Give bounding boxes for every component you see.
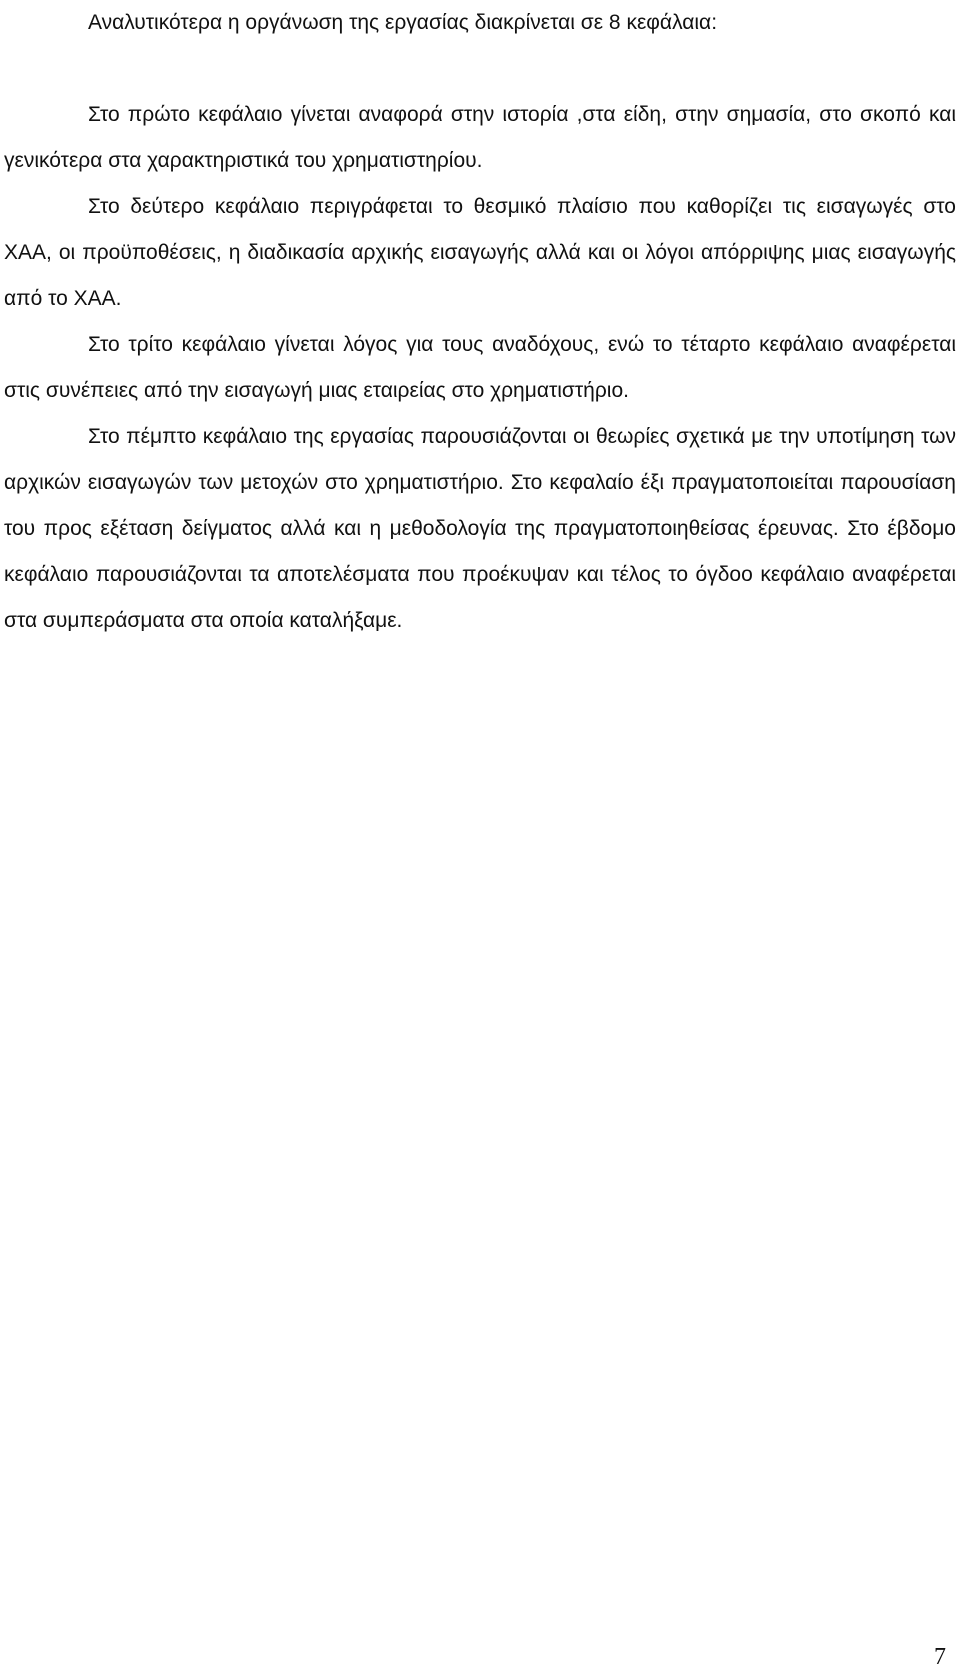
paragraph-chapter-1: Στο πρώτο κεφάλαιο γίνεται αναφορά στην ιστορία ,στα είδη, στην σημασία, στο σκοπό και γενικότερα στα χαρακτηριστικά του χρηματιστηρίου. (4, 103, 956, 172)
intro-sentence: Αναλυτικότερα η οργάνωση της εργασίας διακρίνεται σε 8 κεφάλαια: (88, 11, 718, 34)
page-number: 7 (934, 1644, 946, 1670)
paragraph-chapters-3-4: Στο τρίτο κεφάλαιο γίνεται λόγος για τους αναδόχους, ενώ το τέταρτο κεφάλαιο αναφέρεται στις συνέπειες από την εισαγωγή μιας εταιρείας στο χρηματιστήριο. (4, 333, 956, 402)
blank-line (4, 46, 956, 92)
document-body (4, 0, 956, 644)
paragraph-chapters-5-8: Στο πέμπτο κεφάλαιο της εργασίας παρουσιάζονται οι θεωρίες σχετικά με την υποτίμηση των αρχικών εισαγωγών των μετοχών στο χρηματιστήριο. Στο κεφαλαίο έξι πραγματοποιείται παρουσίαση του προς εξέταση δείγματος αλλά και η μεθοδολογία της πραγματοποιηθείσας έρευνας. Στο έβδομο κεφάλαιο παρουσιάζονται τα αποτελέσματα που προέκυψαν και τέλος το όγδοο κεφάλαιο αναφέρεται στα συμπεράσματα στα οποία καταλήξαμε. (4, 425, 956, 632)
paragraph-chapter-2: Στο δεύτερο κεφάλαιο περιγράφεται το θεσμικό πλαίσιο που καθορίζει τις εισαγωγές στο ΧΑΑ, οι προϋποθέσεις, η διαδικασία αρχικής εισαγωγής αλλά και οι λόγοι απόρριψης μιας εισαγωγής από το ΧΑΑ. (4, 195, 956, 310)
